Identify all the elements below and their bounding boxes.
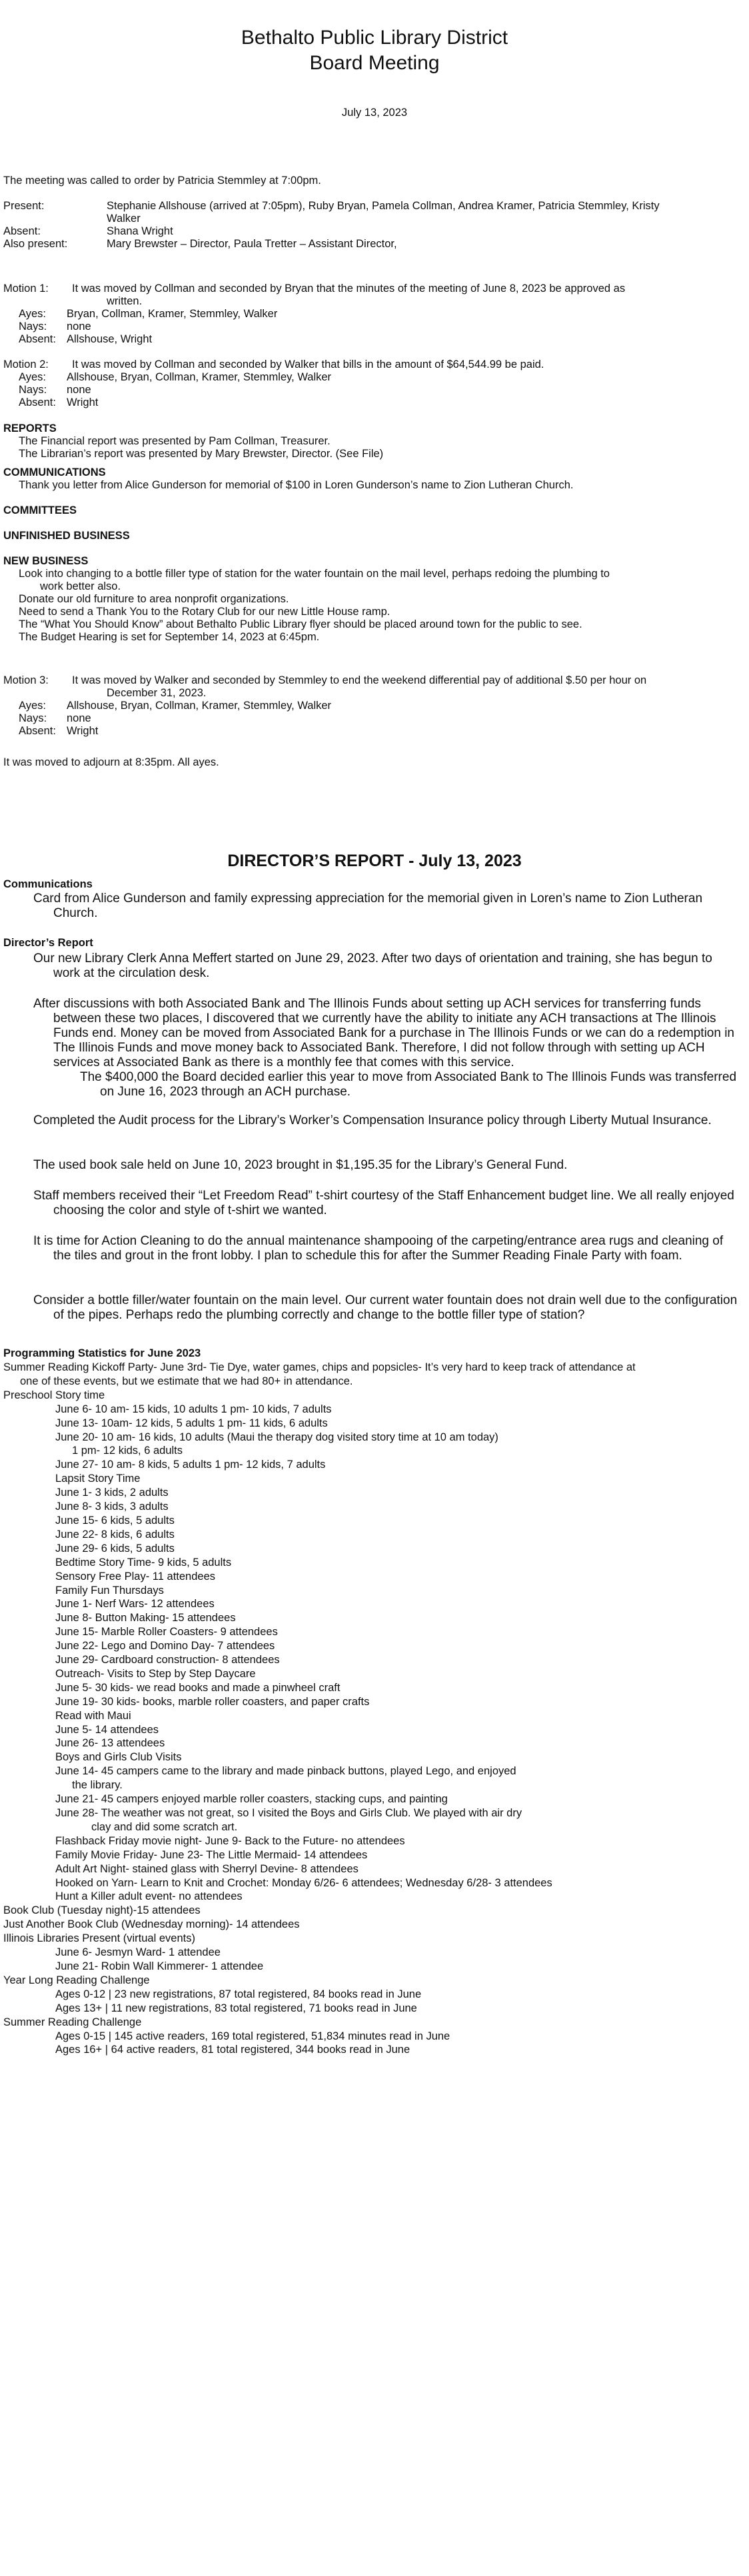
- vote-nays: none: [67, 712, 91, 724]
- attendance-label: Absent:: [3, 225, 41, 237]
- statistics-line: Bedtime Story Time- 9 kids, 5 adults: [55, 1556, 232, 1569]
- statistics-line: June 6- 10 am- 15 kids, 10 adults 1 pm- 10 kids, 7 adults: [55, 1403, 332, 1415]
- motion-label: Motion 1:: [3, 283, 49, 295]
- statistics-line: the library.: [72, 1779, 123, 1792]
- vote-nays: none: [67, 321, 91, 332]
- statistics-line: June 1- 3 kids, 2 adults: [55, 1487, 169, 1499]
- vote-label: Absent:: [19, 333, 56, 345]
- statistics-line: June 1- Nerf Wars- 12 attendees: [55, 1598, 215, 1610]
- statistics-line: June 8- 3 kids, 3 adults: [55, 1501, 169, 1513]
- motion-label: Motion 2:: [3, 358, 49, 370]
- director-paragraph: Completed the Audit process for the Library’s Worker’s Compensation Insurance policy through Liberty Mutual Insurance.: [33, 1113, 712, 1127]
- statistics-line: June 29- Cardboard construction- 8 attendees: [55, 1654, 280, 1666]
- vote-label: Nays:: [19, 384, 47, 396]
- statistics-line: June 22- 8 kids, 6 adults: [55, 1528, 175, 1541]
- vote-absent: Allshouse, Wright: [67, 333, 153, 345]
- statistics-line: Preschool Story time: [3, 1389, 105, 1401]
- statistics-line: June 21- 45 campers enjoyed marble roller coasters, stacking cups, and painting: [55, 1793, 448, 1806]
- programming-statistics-heading: Programming Statistics for June 2023: [3, 1347, 201, 1359]
- statistics-line: Flashback Friday movie night- June 9- Back to the Future- no attendees: [55, 1834, 405, 1847]
- statistics-line: Summer Reading Challenge: [3, 2016, 142, 2028]
- statistics-line: June 21- Robin Wall Kimmerer- 1 attendee: [55, 1960, 264, 1972]
- statistics-line: June 15- Marble Roller Coasters- 9 attendees: [55, 1626, 278, 1638]
- motion-text: It was moved by Walker and seconded by Stemmley to end the weekend differential pay of additional $.50 per hour on: [72, 674, 647, 686]
- new-business-item-cont: work better also.: [40, 580, 121, 592]
- director-report-heading: Director’s Report: [3, 937, 93, 949]
- statistics-line: June 8- Button Making- 15 attendees: [55, 1612, 236, 1624]
- communications-heading: COMMUNICATIONS: [3, 466, 106, 478]
- statistics-line: Outreach- Visits to Step by Step Daycare: [55, 1667, 256, 1680]
- director-paragraph: It is time for Action Cleaning to do the annual maintenance shampooing of the carpeting/entrance area rugs and cleaning of the tiles and grout in the front lobby. I plan to schedule this for after the Summer Reading Finale Party with foam.: [33, 1234, 724, 1263]
- new-business-item: The Budget Hearing is set for September 14, 2023 at 6:45pm.: [19, 631, 320, 643]
- statistics-line: Ages 0-15 | 145 active readers, 169 total registered, 51,834 minutes read in June: [55, 2030, 450, 2042]
- attendance-label: Present:: [3, 200, 45, 212]
- statistics-line: Lapsit Story Time: [55, 1473, 141, 1485]
- statistics-line: Summer Reading Kickoff Party- June 3rd- Tie Dye, water games, chips and popsicles- It’s very hard to keep track of attendance at: [3, 1361, 636, 1373]
- new-business-item: Donate our old furniture to area nonprofit organizations.: [19, 593, 289, 605]
- director-paragraph: Staff members received their “Let Freedom Read” t-shirt courtesy of the Staff Enhancement budget line. We all really enjoyed choosing the color and style of t-shirt we wanted.: [33, 1189, 734, 1217]
- attendance-absent: Shana Wright: [107, 225, 173, 237]
- document-title: Bethalto Public Library District: [241, 27, 508, 49]
- motion-label: Motion 3:: [3, 674, 49, 686]
- vote-ayes: Allshouse, Bryan, Collman, Kramer, Stemmley, Walker: [67, 700, 332, 712]
- vote-absent: Wright: [67, 396, 99, 408]
- statistics-line: Boys and Girls Club Visits: [55, 1751, 182, 1764]
- meeting-date: July 13, 2023: [341, 107, 408, 119]
- statistics-line: June 5- 30 kids- we read books and made a pinwheel craft: [55, 1681, 341, 1694]
- programming-statistics-list: [3, 1361, 743, 2057]
- statistics-line: Family Fun Thursdays: [55, 1584, 164, 1597]
- statistics-line: Ages 0-12 | 23 new registrations, 87 total registered, 84 books read in June: [55, 1988, 422, 2000]
- report-item: The Financial report was presented by Pam Collman, Treasurer.: [19, 435, 331, 447]
- director-communications-heading: Communications: [3, 878, 93, 890]
- director-paragraph: The $400,000 the Board decided earlier this year to move from Associated Bank to The Illinois Funds was transferred on June 16, 2023 through an ACH purchase.: [80, 1070, 737, 1099]
- director-paragraph: Our new Library Clerk Anna Meffert started on June 29, 2023. After two days of orientation and training, she has begun to work at the circulation desk.: [33, 952, 712, 980]
- director-paragraph-block: [33, 1158, 742, 1173]
- vote-label: Ayes:: [19, 371, 46, 383]
- adjourn-text: It was moved to adjourn at 8:35pm. All ayes.: [3, 756, 219, 768]
- director-paragraph-block: [33, 997, 742, 1070]
- report-item: The Librarian’s report was presented by Mary Brewster, Director. (See File): [19, 448, 384, 460]
- vote-nays: none: [67, 384, 91, 396]
- statistics-line: clay and did some scratch art.: [91, 1820, 238, 1833]
- new-business-item: Need to send a Thank You to the Rotary Club for our new Little House ramp.: [19, 606, 390, 618]
- director-paragraph: Consider a bottle filler/water fountain on the main level. Our current water fountain does not drain well due to the configuration of the pipes. Perhaps redo the plumbing correctly and change to the bottle filler type of station?: [33, 1293, 738, 1322]
- director-communications-block: [33, 892, 726, 921]
- call-to-order: The meeting was called to order by Patricia Stemmley at 7:00pm.: [3, 175, 321, 187]
- statistics-line: Ages 13+ | 11 new registrations, 83 total registered, 71 books read in June: [55, 2002, 417, 2014]
- committees-heading: COMMITTEES: [3, 504, 77, 516]
- motion-text: It was moved by Collman and seconded by Bryan that the minutes of the meeting of June 8, 2023 be approved as: [72, 283, 626, 295]
- statistics-line: Adult Art Night- stained glass with Sherryl Devine- 8 attendees: [55, 1862, 359, 1875]
- statistics-line: June 20- 10 am- 16 kids, 10 adults (Maui the therapy dog visited story time at 10 am today): [55, 1431, 498, 1443]
- statistics-line: June 22- Lego and Domino Day- 7 attendees: [55, 1640, 275, 1652]
- director-paragraph-block: [80, 1070, 740, 1099]
- attendance-present-cont: Walker: [107, 213, 141, 225]
- vote-label: Nays:: [19, 712, 47, 724]
- statistics-line: Hunt a Killer adult event- no attendees: [55, 1890, 243, 1903]
- unfinished-business-heading: UNFINISHED BUSINESS: [3, 530, 130, 542]
- statistics-line: June 6- Jesmyn Ward- 1 attendee: [55, 1946, 221, 1959]
- vote-ayes: Allshouse, Bryan, Collman, Kramer, Stemmley, Walker: [67, 371, 332, 383]
- vote-label: Nays:: [19, 321, 47, 332]
- motion-text: It was moved by Collman and seconded by Walker that bills in the amount of $64,544.99 be paid.: [72, 358, 544, 370]
- statistics-line: Ages 16+ | 64 active readers, 81 total registered, 344 books read in June: [55, 2044, 410, 2056]
- statistics-line: 1 pm- 12 kids, 6 adults: [72, 1445, 183, 1457]
- communications-text: Thank you letter from Alice Gunderson for memorial of $100 in Loren Gunderson’s name to Zion Lutheran Church.: [19, 479, 574, 491]
- statistics-line: Family Movie Friday- June 23- The Little Mermaid- 14 attendees: [55, 1848, 368, 1861]
- statistics-line: June 29- 6 kids, 5 adults: [55, 1542, 175, 1555]
- vote-label: Absent:: [19, 396, 56, 408]
- attendance-label: Also present:: [3, 238, 68, 250]
- vote-absent: Wright: [67, 725, 99, 737]
- director-paragraph-block: [33, 1113, 742, 1128]
- statistics-line: Year Long Reading Challenge: [3, 1974, 150, 1986]
- new-business-item: The “What You Should Know” about Bethalto Public Library flyer should be placed around town for the public to see.: [19, 618, 582, 630]
- vote-label: Absent:: [19, 725, 56, 737]
- statistics-line: June 27- 10 am- 8 kids, 5 adults 1 pm- 12 kids, 7 adults: [55, 1459, 326, 1471]
- statistics-line: Hooked on Yarn- Learn to Knit and Crochet: Monday 6/26- 6 attendees; Wednesday 6/28- 3 attendees: [55, 1876, 552, 1889]
- attendance-also-present: Mary Brewster – Director, Paula Tretter – Assistant Director,: [107, 238, 397, 250]
- statistics-line: Just Another Book Club (Wednesday morning)- 14 attendees: [3, 1918, 300, 1931]
- statistics-line: June 14- 45 campers came to the library and made pinback buttons, played Lego, and enjoyed: [55, 1765, 516, 1778]
- statistics-line: Sensory Free Play- 11 attendees: [55, 1570, 215, 1583]
- director-paragraph-block: [33, 1293, 742, 1323]
- director-communications-text: Card from Alice Gunderson and family expressing appreciation for the memorial given in Loren’s name to Zion Lutheran Church.: [33, 892, 703, 920]
- statistics-line: June 15- 6 kids, 5 adults: [55, 1514, 175, 1527]
- statistics-line: June 5- 14 attendees: [55, 1723, 159, 1736]
- director-paragraph-block: [33, 1189, 742, 1218]
- director-paragraph: The used book sale held on June 10, 2023 brought in $1,195.35 for the Library’s General Fund.: [33, 1158, 568, 1172]
- statistics-line: Read with Maui: [55, 1709, 131, 1722]
- statistics-line: June 28- The weather was not great, so I visited the Boys and Girls Club. We played with air dry: [55, 1807, 522, 1819]
- reports-heading: REPORTS: [3, 422, 57, 434]
- statistics-line: Book Club (Tuesday night)-15 attendees: [3, 1904, 201, 1917]
- new-business-heading: NEW BUSINESS: [3, 555, 89, 567]
- director-paragraph: After discussions with both Associated Bank and The Illinois Funds about setting up ACH services for transferring funds between these two places, I discovered that we currently have the ability to initiate any ACH transactions at The Illinois Funds end. Money can be moved from Associated Bank for a purchase in The Illinois Funds or we can do a redemption in The Illinois Funds and move money back to Associated Bank. Therefore, I did not follow through with setting up ACH services at Associated Bank as there is a monthly fee that comes with this service.: [33, 997, 734, 1069]
- new-business-item: Look into changing to a bottle filler type of station for the water fountain on the mail level, perhaps redoing the plumbing to: [19, 568, 610, 580]
- statistics-line: one of these events, but we estimate that we had 80+ in attendance.: [20, 1375, 353, 1387]
- director-paragraph-block: [33, 1234, 742, 1263]
- statistics-line: Illinois Libraries Present (virtual events): [3, 1932, 195, 1945]
- vote-label: Ayes:: [19, 700, 46, 712]
- statistics-line: June 19- 30 kids- books, marble roller coasters, and paper crafts: [55, 1695, 370, 1708]
- motion-text-cont: written.: [107, 295, 143, 307]
- director-paragraph-block: [33, 952, 742, 981]
- directors-report-title: DIRECTOR’S REPORT - July 13, 2023: [227, 852, 522, 870]
- statistics-line: June 26- 13 attendees: [55, 1737, 165, 1750]
- vote-label: Ayes:: [19, 308, 46, 320]
- document-subtitle: Board Meeting: [309, 52, 440, 74]
- attendance-present: Stephanie Allshouse (arrived at 7:05pm), Ruby Bryan, Pamela Collman, Andrea Kramer, Patricia Stemmley, Kristy: [107, 200, 660, 212]
- statistics-line: June 13- 10am- 12 kids, 5 adults 1 pm- 11 kids, 6 adults: [55, 1417, 328, 1429]
- motion-text-cont: December 31, 2023.: [107, 687, 207, 699]
- vote-ayes: Bryan, Collman, Kramer, Stemmley, Walker: [67, 308, 278, 320]
